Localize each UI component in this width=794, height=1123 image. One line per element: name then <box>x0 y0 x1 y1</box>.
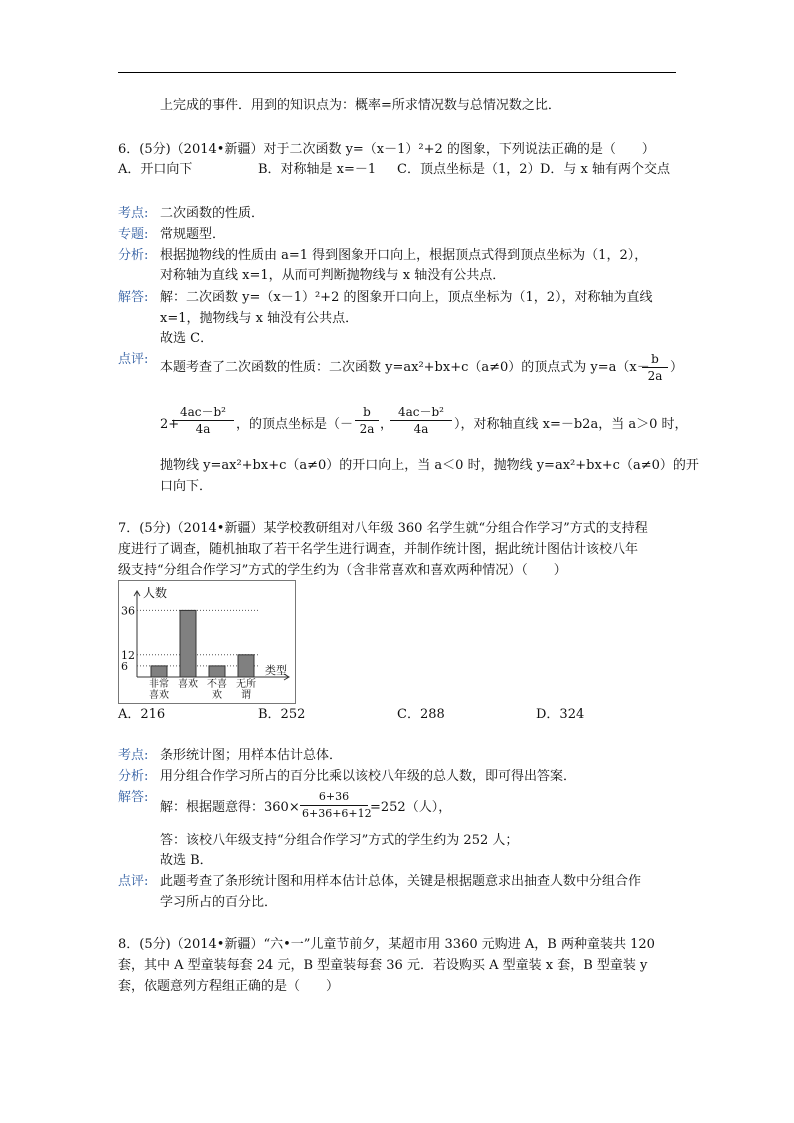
q7-jieda-1b: =252（人）， <box>370 800 452 815</box>
q6-jieda-line2: x=1，抛物线与 x 轴没有公共点． <box>160 311 359 326</box>
x-tick-label-0-0: 非常 <box>149 679 169 690</box>
x-tick-label-0-1: 喜欢 <box>149 690 169 701</box>
q6-fraction-b-over-2a-2 <box>355 405 379 436</box>
q7-dianping-line1: 此题考查了条形统计图和用样本估计总体，关键是根据题意求出抽查人数中分组合作 <box>160 874 642 889</box>
y-axis-title: 人数 <box>143 586 168 600</box>
q6-fenxi-line1: 根据抛物线的性质由 a=1 得到图象开口向上，根据顶点式得到顶点坐标为（1，2）， <box>160 248 648 263</box>
q7-kaodian-text: 条形统计图；用样本估计总体． <box>160 748 343 763</box>
q7-stem-line3: 级支持“分组合作学习”方式的学生约为（含非常喜欢和喜欢两种情况）（ ） <box>118 563 567 578</box>
q7-dianping-label: 点评: <box>118 874 149 889</box>
bar-0 <box>151 666 167 677</box>
q7-jieda-line3: 故选 B． <box>160 853 213 868</box>
q8-line1: 8．(5分)（2014•新疆）“六•一”儿童节前夕，某超市用 3360 元购进 A，B 两种童装共 120 <box>118 937 655 952</box>
q6-dianping-line3: 抛物线 y=ax²+bx+c（a≠0）的开口向上，当 a＜0 时，抛物线 y=ax²+bx+c（a≠0）的开 <box>160 458 699 473</box>
q6-fraction-b-over-2a <box>642 352 668 383</box>
fraction-denominator: 2a <box>647 369 663 383</box>
fraction-numerator: b <box>363 405 371 419</box>
y-tick-label-12: 12 <box>121 648 135 662</box>
fraction-denominator: 6+36+6+12 <box>302 807 372 820</box>
q6-option-c: C．顶点坐标是（1，2） <box>397 162 541 177</box>
x-tick-label-2-1: 欢 <box>212 690 222 701</box>
q6-kaodian-text: 二次函数的性质． <box>160 206 265 221</box>
q6-dianping-2c: ， <box>380 417 394 432</box>
bar-chart <box>118 580 296 704</box>
q6-dianping-2a: 2+ <box>160 417 180 432</box>
bar-2 <box>209 666 225 677</box>
header-rule <box>118 72 676 73</box>
q7-option-b: B．252 <box>258 707 306 722</box>
x-tick-label-3-0: 无所 <box>236 679 256 690</box>
q6-dianping-paren: ） <box>670 360 684 375</box>
x-axis-title: 类型 <box>265 664 287 677</box>
fraction-numerator: 6+36 <box>318 790 350 803</box>
q6-dianping-line4: 口向下． <box>160 479 213 494</box>
x-tick-label-2-0: 不喜 <box>207 679 227 690</box>
q7-option-d: D．324 <box>536 707 585 722</box>
q7-option-c: C．288 <box>397 707 445 722</box>
q8-line2: 套，其中 A 型童装每套 24 元，B 型童装每套 36 元．若设购买 A 型童装 x 套，B 型童装 y <box>118 958 648 973</box>
x-tick-label-1-0: 喜欢 <box>178 679 198 690</box>
q6-dianping-2d: ），对称轴直线 x=－b2a，当 a＞0 时， <box>454 417 688 432</box>
q6-stem: 6．(5分)（2014•新疆）对于二次函数 y=（x－1）²+2 的图象，下列说法正确的是（ ） <box>118 142 655 157</box>
q7-jieda-1a: 解：根据题意得：360× <box>160 800 300 815</box>
q6-dianping-2b: ，的顶点坐标是（－ <box>236 417 354 432</box>
q5-tail-text: 上完成的事件．用到的知识点为：概率=所求情况数与总情况数之比． <box>160 98 561 113</box>
q7-kaodian-label: 考点: <box>118 748 149 763</box>
fraction-denominator: 4a <box>413 422 429 436</box>
q6-kaodian-label: 考点: <box>118 206 149 221</box>
q7-fenxi-label: 分析: <box>118 769 149 784</box>
q7-fraction <box>300 790 372 821</box>
q6-dianping-line1: 本题考查了二次函数的性质：二次函数 y=ax²+bx+c（a≠0）的顶点式为 y=a（x－ <box>160 360 650 375</box>
q7-dianping-line2: 学习所占的百分比． <box>160 895 278 910</box>
q6-fenxi-line2: 对称轴为直线 x=1，从而可判断抛物线与 x 轴没有公共点． <box>160 268 506 283</box>
fraction-denominator: 2a <box>359 422 375 436</box>
q6-option-d: D．与 x 轴有两个交点 <box>540 162 671 177</box>
q7-fenxi-text: 用分组合作学习所占的百分比乘以该校八年级的总人数，即可得出答案． <box>160 769 577 784</box>
bar-1 <box>180 610 196 677</box>
q6-jieda-label: 解答: <box>118 290 149 305</box>
q7-stem-line1: 7．(5分)（2014•新疆）某学校教研组对八年级 360 名学生就“分组合作学习”方式的支持程 <box>118 521 648 536</box>
bar-chart-svg <box>119 581 295 703</box>
y-tick-label-36: 36 <box>121 604 135 618</box>
q6-option-a: A．开口向下 <box>118 162 193 177</box>
q6-jieda-line3: 故选 C． <box>160 331 214 346</box>
y-tick-label-6: 6 <box>121 659 128 673</box>
bar-3 <box>238 655 254 677</box>
fraction-numerator: 4ac－b² <box>397 405 444 419</box>
q7-jieda-line2: 答：该校八年级支持“分组合作学习”方式的学生约为 252 人； <box>160 833 519 848</box>
q7-jieda-label: 解答: <box>118 790 149 805</box>
q6-option-b: B．对称轴是 x=－1 <box>258 162 377 177</box>
q6-jieda-line1: 解：二次函数 y=（x－1）²+2 的图象开口向上，顶点坐标为（1，2），对称轴为直线 <box>160 290 653 305</box>
q6-zhuanti-label: 专题: <box>118 227 149 242</box>
q6-fenxi-label: 分析: <box>118 248 149 263</box>
x-tick-label-3-1: 谓 <box>241 690 251 701</box>
q6-fraction-4ac-over-4a-2 <box>390 405 452 436</box>
fraction-numerator: b <box>651 352 659 366</box>
fraction-denominator: 4a <box>195 422 211 436</box>
q7-option-a: A．216 <box>118 707 166 722</box>
q7-stem-line2: 度进行了调查，随机抽取了若干名学生进行调查，并制作统计图，据此统计图估计该校八年 <box>118 542 639 557</box>
fraction-numerator: 4ac－b² <box>179 405 226 419</box>
q6-zhuanti-text: 常规题型． <box>160 227 226 242</box>
q6-fraction-4ac-over-4a <box>172 405 234 436</box>
q6-dianping-label: 点评: <box>118 352 149 367</box>
q8-line3: 套，依题意列方程组正确的是（ ） <box>118 979 340 994</box>
